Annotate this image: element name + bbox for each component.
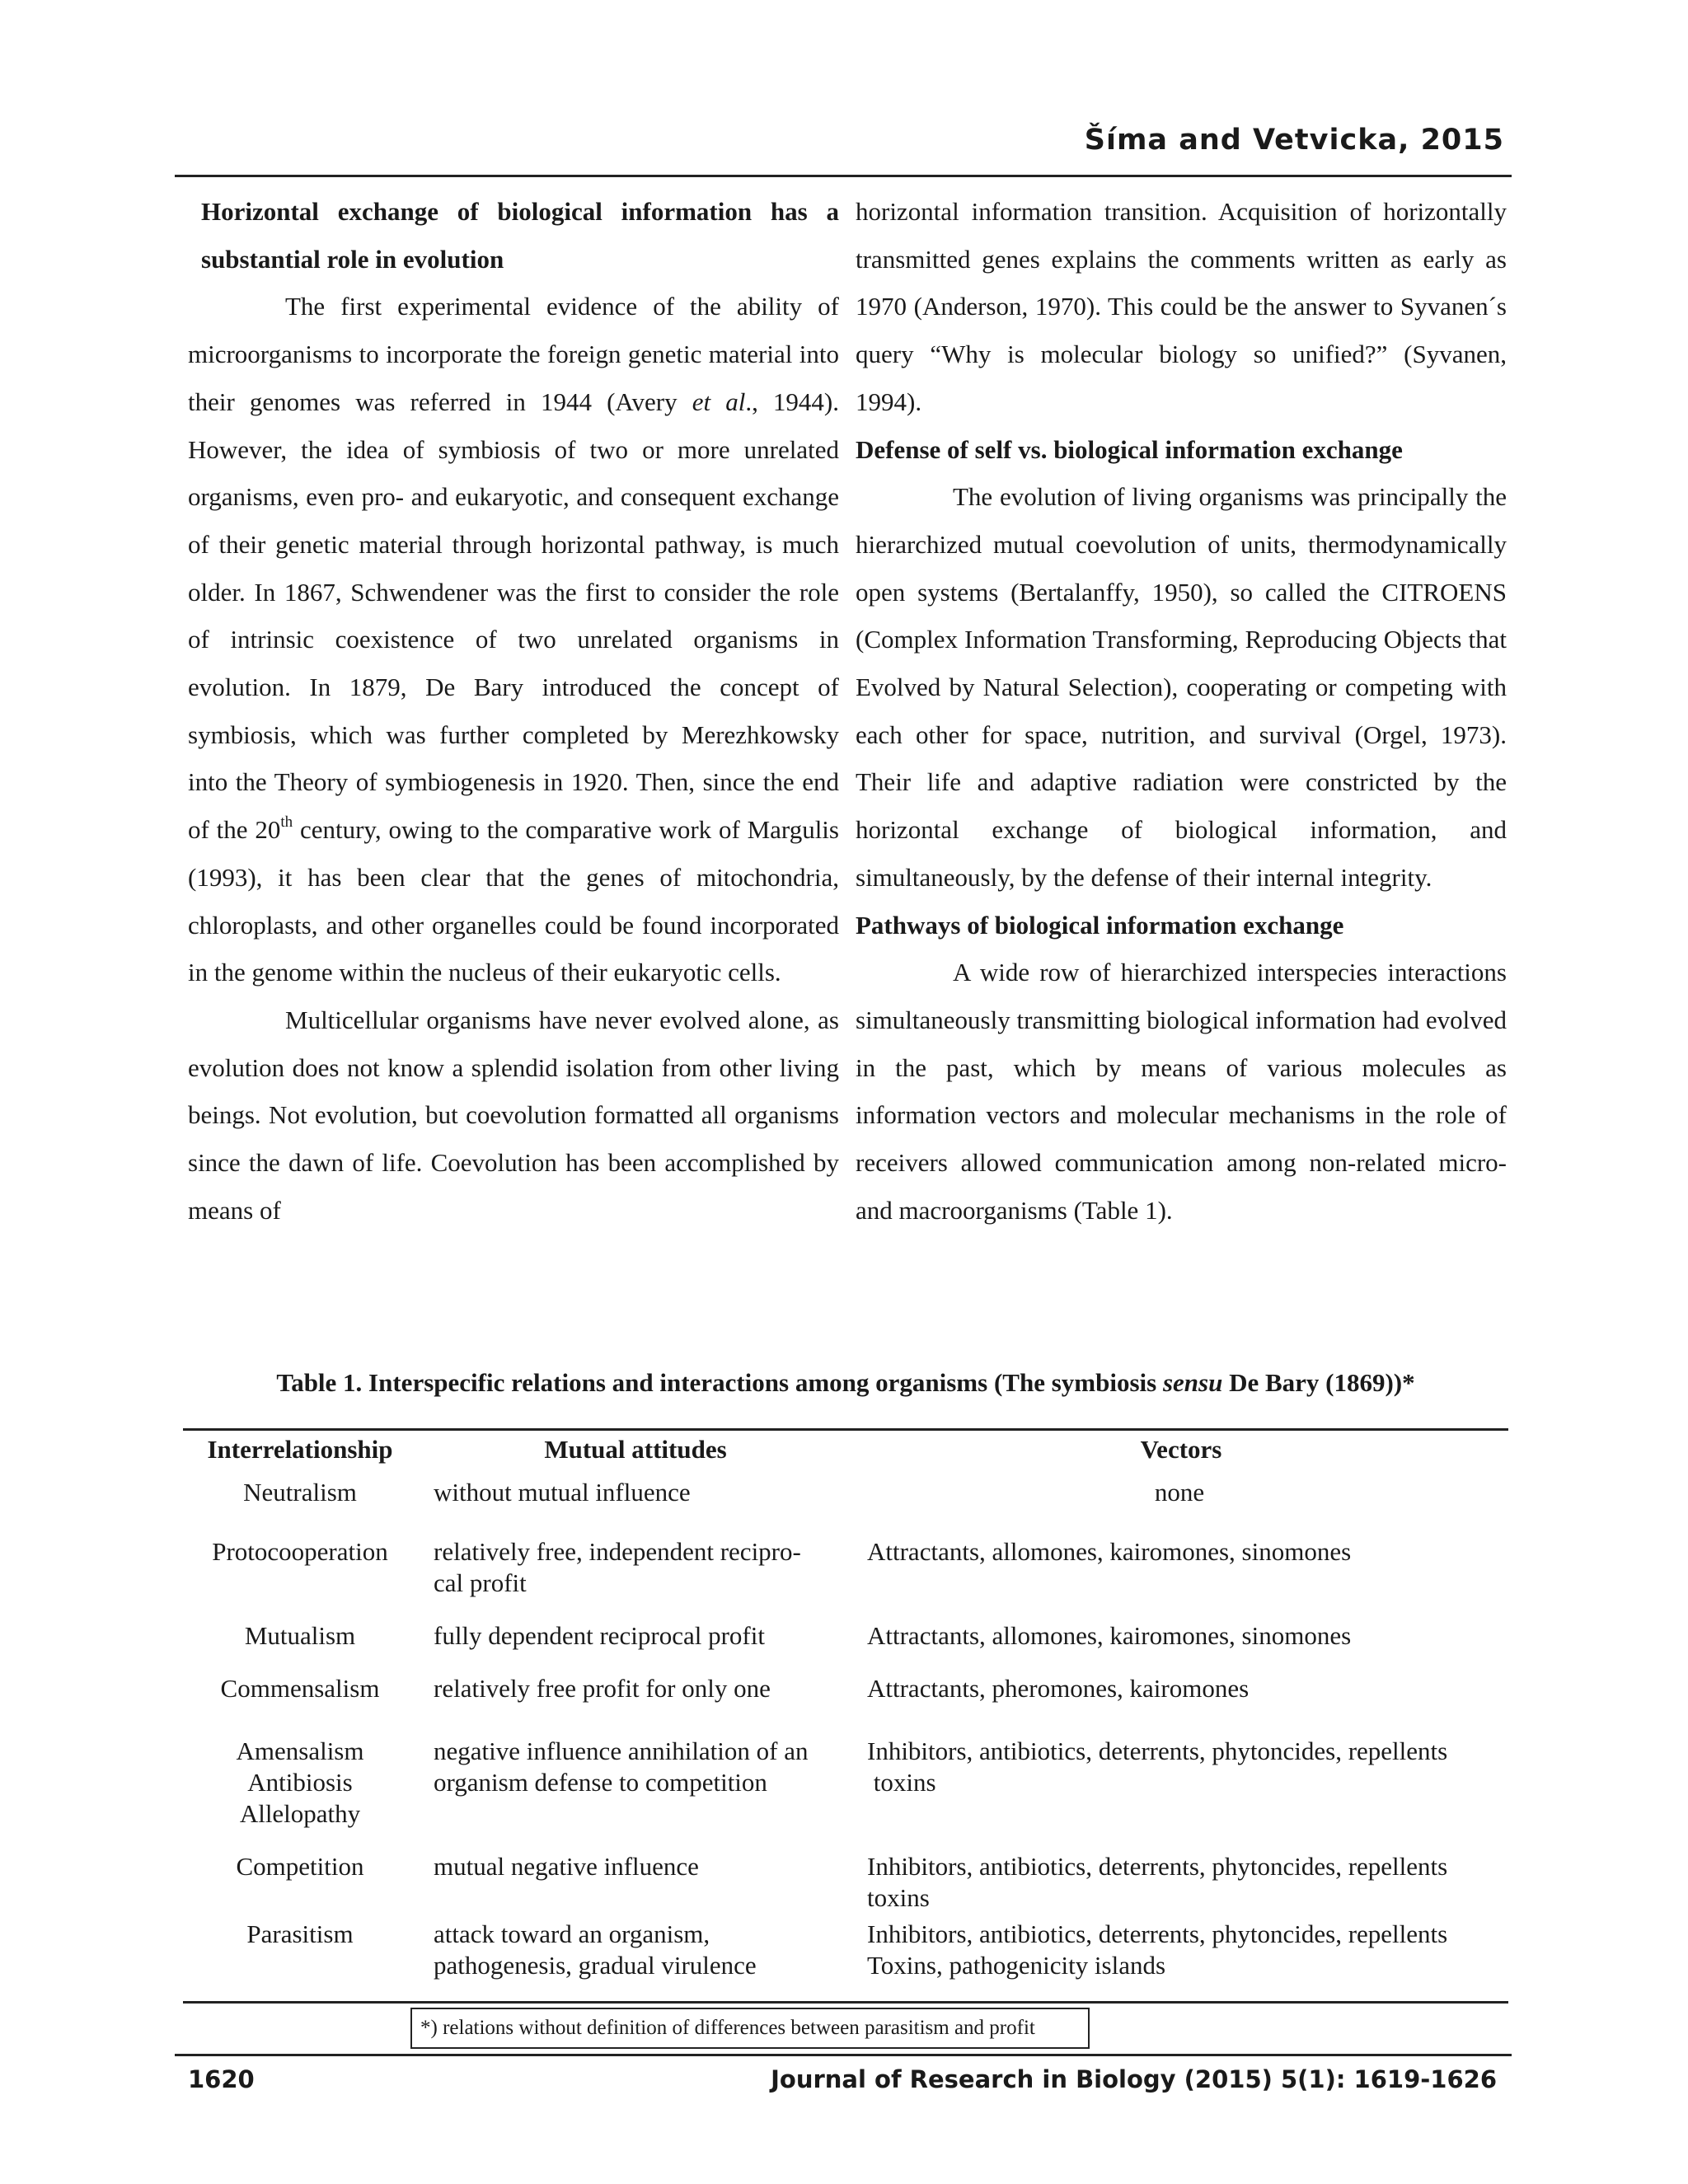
paragraph-evolution-of-living: The evolution of living organisms was principally the hierarchized mutual coevolution of units, thermodynamically open systems (Bertalanffy, 1950), so called the CITROENS (Complex Information Transforming, Reproducing Objects that Evolved by Natural Selection), cooperating or competing with each other for space, nutrition, and survival (Orgel, 1973). Their life and adaptive radiation were constricted by the horizontal exchange of biological information, and simultaneously, by the defense of their internal integrity.	[856, 482, 1507, 892]
cell-vectors: Attractants, pheromones, kairomones	[867, 1674, 1250, 1703]
column-header-vectors: Vectors	[1140, 1435, 1222, 1464]
page-number: 1620	[188, 2065, 255, 2093]
paragraph-multicellular: Multicellular organisms have never evolved alone, as evolution does not know a splendid isolation from other living beings. Not evolution, but coevolution formatted all organisms since the dawn of life. Coevolution has been accomplished by means of	[188, 1005, 839, 1225]
cell-interrelationship: Competition	[236, 1852, 364, 1881]
section-heading-defense-of-self: Defense of self vs. biological information exchange	[856, 434, 1403, 464]
table-row	[183, 1615, 1508, 1668]
cell-mutual-attitude: relatively free, independent recipro- cal profit	[434, 1537, 801, 1597]
cell-vectors: Attractants, allomones, kairomones, sinomones	[867, 1621, 1352, 1650]
cell-vectors: none	[1154, 1478, 1205, 1507]
section-heading-pathways: Pathways of biological information exchange	[856, 910, 1344, 940]
cell-interrelationship: Neutralism	[243, 1478, 357, 1507]
journal-citation: Journal of Research in Biology (2015) 5(1): 1619-1626	[771, 2065, 1497, 2093]
table-row	[183, 1731, 1508, 1846]
cell-mutual-attitude: mutual negative influence	[434, 1852, 699, 1881]
table-top-rule	[183, 1428, 1508, 1431]
table-caption: Table 1. Interspecific relations and interactions among organisms (The symbiosis sensu De Bary (1869))*	[276, 1368, 1415, 1397]
paragraph-experimental-evidence: The first experimental evidence of the ability of microorganisms to incorporate the foreign genetic material into their genomes was referred in 1944 (Avery et al., 1944). However, the idea of symbiosis of two or more unrelated organisms, even pro- and eukaryotic, and consequent exchange of their genetic material through horizontal pathway, is much older. In 1867, Schwendener was the first to consider the role of intrinsic coexistence of two unrelated organisms in evolution. In 1879, De Bary introduced the concept of symbiosis, which was further completed by Merezhkowsky into the Theory of symbiogenesis in 1920. Then, since the end of the 20th century, owing to the comparative work of Margulis (1993), it has been clear that the genes of mitochondria, chloroplasts, and other organelles could be found incorporated in the genome within the nucleus of their eukaryotic cells.	[188, 292, 840, 987]
cell-mutual-attitude: negative influence annihilation of an organism defense to competition	[434, 1736, 809, 1797]
cell-vectors: Attractants, allomones, kairomones, sinomones	[867, 1537, 1352, 1566]
table-header-row	[183, 1432, 1508, 1472]
paragraph-horizontal-transition: horizontal information transition. Acquisition of horizontally transmitted genes explains the comments written as early as 1970 (Anderson, 1970). This could be the answer to Syvanen´s query “Why is molecular biology so unified?” (Syvanen, 1994).	[856, 197, 1507, 416]
table-row	[183, 1472, 1508, 1525]
left-column	[188, 188, 839, 1234]
cell-vectors: Inhibitors, antibiotics, deterrents, phytoncides, repellents toxins	[867, 1736, 1448, 1797]
cell-mutual-attitude: fully dependent reciprocal profit	[434, 1621, 765, 1650]
header-rule	[175, 175, 1512, 177]
cell-mutual-attitude: attack toward an organism, pathogenesis, gradual virulence	[434, 1919, 757, 1980]
cell-interrelationship: Amensalism Antibiosis Allelopathy	[236, 1736, 364, 1828]
column-header-interrelationship: Interrelationship	[207, 1435, 393, 1464]
interrelationship-table	[183, 1432, 1508, 1998]
table-row	[183, 1917, 1508, 1998]
cell-interrelationship: Commensalism	[220, 1674, 380, 1703]
section-heading-horizontal-exchange: Horizontal exchange of biological information has a substantial role in evolution	[201, 197, 839, 274]
running-header: Šíma and Vetvicka, 2015	[1084, 124, 1504, 157]
paragraph-interspecies-interactions: A wide row of hierarchized interspecies interactions simultaneously transmitting biological information had evolved in the past, which by means of various molecules as information vectors and molecular mechanisms in the role of receivers allowed communication among non-related micro- and macroorganisms (Table 1).	[856, 958, 1507, 1225]
table-row	[183, 1846, 1508, 1917]
cell-interrelationship: Mutualism	[244, 1621, 356, 1650]
cell-interrelationship: Protocooperation	[212, 1537, 388, 1566]
cell-vectors: Inhibitors, antibiotics, deterrents, phytoncides, repellents toxins	[867, 1852, 1448, 1912]
table-row	[183, 1668, 1508, 1731]
table-row	[183, 1525, 1508, 1615]
table-footnote: *) relations without definition of differences between parasitism and profit	[410, 2008, 1090, 2049]
cell-interrelationship: Parasitism	[246, 1919, 354, 1948]
table-bottom-rule	[183, 2001, 1508, 2004]
footer-rule	[175, 2054, 1512, 2056]
cell-mutual-attitude: relatively free profit for only one	[434, 1674, 771, 1703]
cell-vectors: Inhibitors, antibiotics, deterrents, phytoncides, repellents Toxins, pathogenicity islands	[867, 1919, 1448, 1980]
cell-mutual-attitude: without mutual influence	[434, 1478, 691, 1507]
right-column	[856, 188, 1507, 1234]
column-header-mutual-attitudes: Mutual attitudes	[544, 1435, 727, 1464]
